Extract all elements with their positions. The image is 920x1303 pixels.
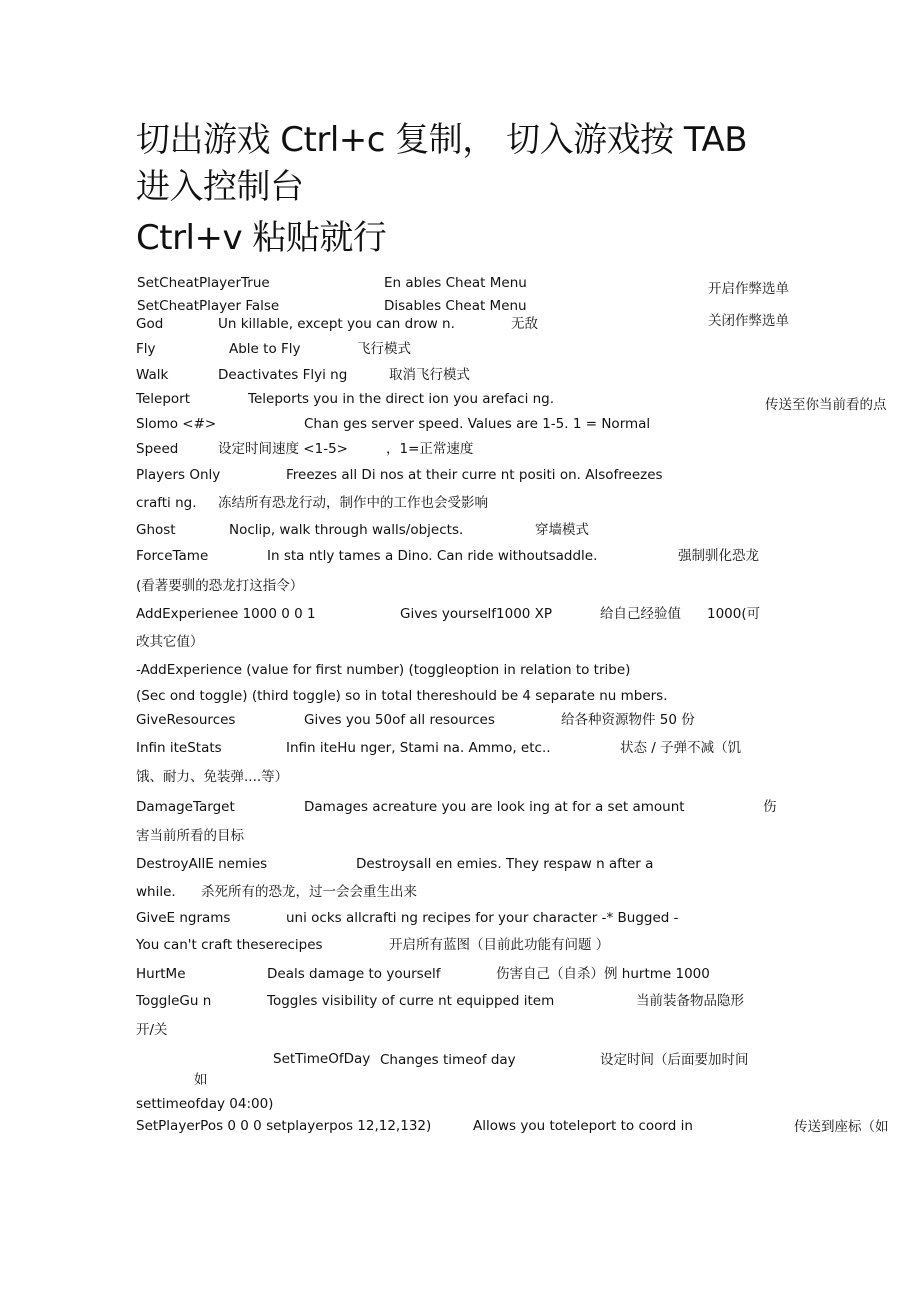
desc-hurt-me: Deals damage to yourself: [267, 966, 441, 982]
cmd-players-only: Players Only: [136, 467, 221, 483]
cn-set-time-of-day: 设定时间（后面要加时间: [600, 1052, 749, 1068]
desc-give-engrams: uni ocks allcrafti ng recipes for your character -* Bugged -: [286, 910, 679, 926]
cn-infinite-stats: 状态 / 子弹不减（饥: [620, 740, 742, 756]
cmd-set-time-of-day: SetTimeOfDay: [273, 1051, 371, 1067]
desc-ghost: Noclip, walk through walls/objects.: [229, 522, 464, 538]
cmd-infinite-stats: Infin iteStats: [136, 740, 222, 756]
desc-give-resources: Gives you 50of all resources: [304, 712, 495, 728]
desc-give-engrams-cont: You can't craft theserecipes: [136, 937, 323, 953]
cn-slomo-normal: ，1=正常速度: [386, 441, 474, 457]
desc-fly: Able to Fly: [229, 341, 301, 357]
cmd-give-engrams: GiveE ngrams: [136, 910, 231, 926]
cn-god: 无敌: [511, 316, 538, 332]
cn-set-player-pos: 传送到座标（如: [794, 1119, 889, 1135]
text-speed: Speed: [136, 441, 179, 457]
cmd-ghost: Ghost: [136, 522, 176, 538]
cn-set-time-of-day-example: 如: [194, 1072, 208, 1088]
desc-teleport: Teleports you in the direct ion you arefaci ng.: [248, 391, 555, 407]
cn-set-cheat-true: 开启作弊选单: [708, 281, 789, 297]
cmd-damage-target: DamageTarget: [136, 799, 235, 815]
cn-players-only: 冻结所有恐龙行动，制作中的工作也会受影响: [218, 495, 488, 511]
cn-toggle-gun-cont: 开/关: [136, 1022, 168, 1038]
desc-set-time-of-day: Changes timeof day: [380, 1052, 516, 1068]
cn-give-resources: 给各种资源物件 50 份: [561, 712, 695, 728]
desc-toggle-gun: Toggles visibility of curre nt equipped item: [267, 993, 555, 1009]
cn-infinite-stats-cont: 饿、耐力、免装弹....等）: [136, 769, 289, 785]
cn-slomo: 设定时间速度 <1-5>: [218, 441, 348, 457]
desc-damage-target: Damages acreature you are look ing at for a set amount: [304, 799, 685, 815]
desc-players-only: Freezes all Di nos at their curre nt positi on. Alsofreezes: [286, 467, 663, 483]
desc-walk: Deactivates Flyi ng: [218, 367, 348, 383]
desc-set-cheat-true: En ables Cheat Menu: [384, 275, 527, 291]
cn-force-tame-note: (看著要驯的恐龙打这指令）: [136, 578, 304, 594]
cn-set-cheat-false: 关闭作弊选单: [708, 313, 789, 329]
cmd-add-experience: AddExperienee 1000 0 0 1: [136, 606, 316, 622]
cn-force-tame: 强制驯化恐龙: [678, 548, 759, 564]
cn-add-experience-value: 1000(可: [707, 606, 761, 622]
cmd-hurt-me: HurtMe: [136, 966, 186, 982]
cmd-god: God: [136, 316, 164, 332]
cmd-set-player-pos: SetPlayerPos 0 0 0 setplayerpos 12,12,132): [136, 1118, 432, 1134]
heading-line-3: Ctrl+v 粘贴就行: [136, 218, 387, 258]
desc-add-experience-syntax-cont: (Sec ond toggle) (third toggle) so in total thereshould be 4 separate nu mbers.: [136, 688, 668, 704]
cn-damage-target-cont: 害当前所看的目标: [136, 828, 244, 844]
example-set-time-of-day: settimeofday 04:00): [136, 1096, 274, 1112]
desc-set-player-pos: Allows you toteleport to coord in: [473, 1118, 693, 1134]
heading-line-1: 切出游戏 Ctrl+c 复制， 切入游戏按 TAB: [136, 120, 748, 160]
cn-give-engrams: 开启所有蓝图（目前此功能有问题 ）: [389, 937, 610, 953]
cmd-walk: Walk: [136, 367, 169, 383]
desc-players-only-cont: crafti ng.: [136, 495, 197, 511]
desc-slomo: Chan ges server speed. Values are 1-5. 1 = Normal: [304, 416, 651, 432]
desc-force-tame: In sta ntly tames a Dino. Can ride withoutsaddle.: [267, 548, 598, 564]
cn-walk: 取消飞行模式: [389, 367, 470, 383]
desc-add-experience: Gives yourself1000 XP: [400, 606, 553, 622]
desc-add-experience-syntax: -AddExperience (value for first number) (toggleoption in relation to tribe): [136, 662, 631, 678]
desc-destroy-all-enemies-cont: while.: [136, 884, 176, 900]
cmd-set-cheat-false: SetCheatPlayer False: [137, 298, 280, 314]
cn-ghost: 穿墙模式: [535, 522, 589, 538]
desc-infinite-stats: Infin iteHu nger, Stami na. Ammo, etc..: [286, 740, 551, 756]
heading-line-2: 进入控制台: [136, 167, 304, 207]
cn-toggle-gun: 当前装备物品隐形: [636, 993, 744, 1009]
cn-damage-target: 伤: [763, 799, 777, 815]
cn-add-experience-cont: 改其它值）: [136, 634, 204, 650]
cmd-slomo: Slomo <#>: [136, 416, 217, 432]
cn-add-experience: 给自己经验值: [600, 606, 681, 622]
cmd-force-tame: ForceTame: [136, 548, 209, 564]
cmd-set-cheat-true: SetCheatPlayerTrue: [137, 275, 270, 291]
cmd-teleport: Teleport: [136, 391, 190, 407]
desc-destroy-all-enemies: Destroysall en emies. They respaw n after a: [356, 856, 654, 872]
cn-destroy-all-enemies: 杀死所有的恐龙，过一会会重生出来: [201, 884, 417, 900]
cmd-toggle-gun: ToggleGu n: [136, 993, 212, 1009]
cmd-give-resources: GiveResources: [136, 712, 236, 728]
desc-set-cheat-false: Disables Cheat Menu: [384, 298, 527, 314]
cmd-fly: Fly: [136, 341, 156, 357]
cn-hurt-me: 伤害自己（自杀）例 hurtme 1000: [496, 966, 710, 982]
cn-teleport: 传送至你当前看的点: [765, 397, 887, 413]
cmd-destroy-all-enemies: DestroyAllE nemies: [136, 856, 268, 872]
desc-god: Un killable, except you can drow n.: [218, 316, 455, 332]
cn-fly: 飞行模式: [357, 341, 411, 357]
